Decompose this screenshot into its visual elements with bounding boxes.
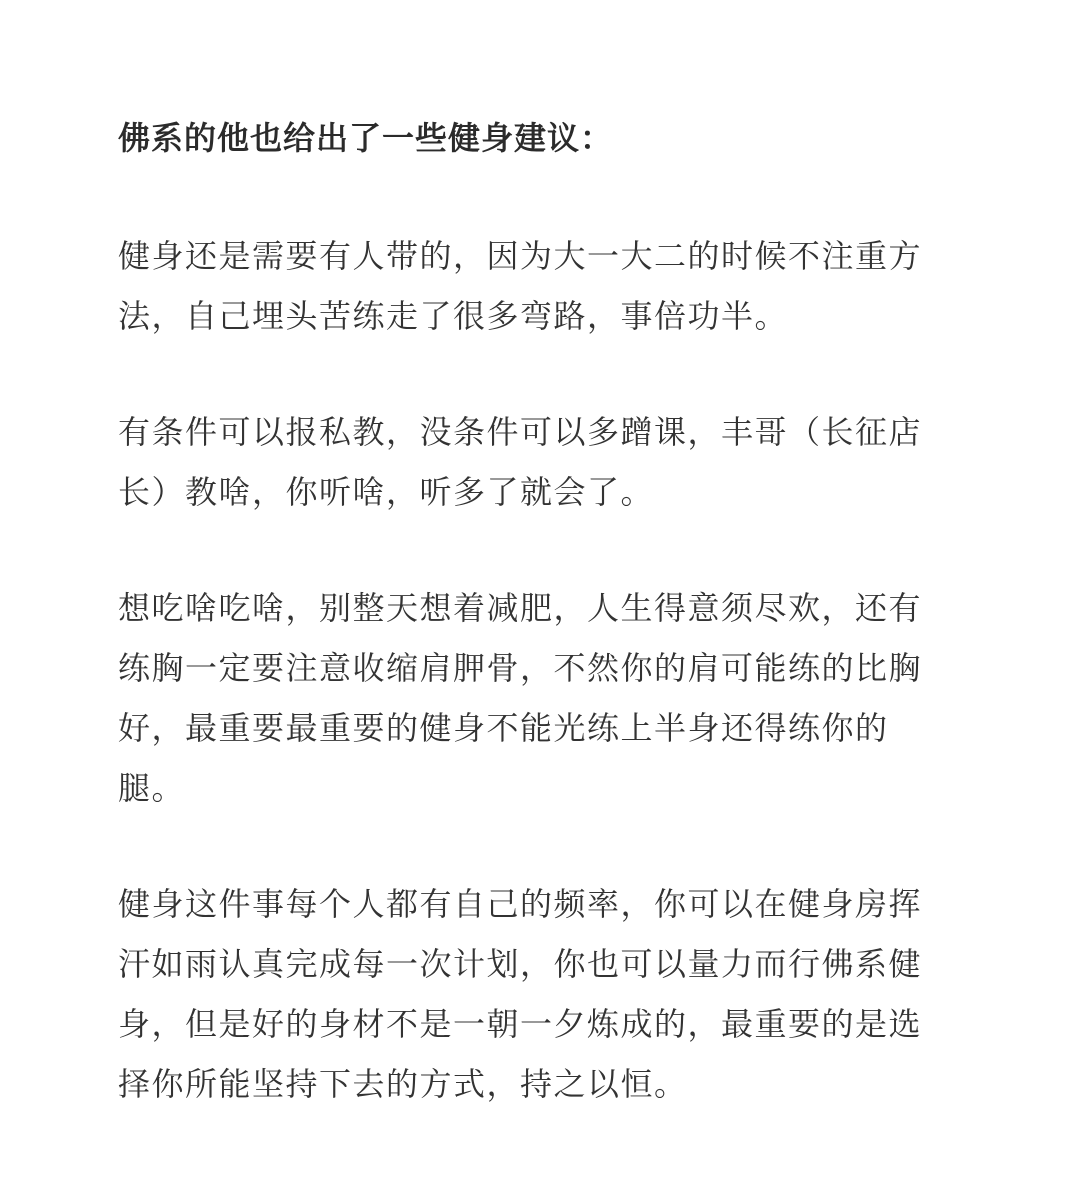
paragraph-3: 想吃啥吃啥，别整天想着减肥，人生得意须尽欢，还有练胸一定要注意收缩肩胛骨，不然你的肩可能练的比胸好，最重要最重要的健身不能光练上半身还得练你的腿。 bbox=[118, 589, 923, 807]
article-body bbox=[118, 108, 938, 1114]
paragraph-4: 健身这件事每个人都有自己的频率，你可以在健身房挥汗如雨认真完成每一次计划，你也可以量力而行佛系健身，但是好的身材不是一朝一夕炼成的，最重要的是选择你所能坚持下去的方式，持之以恒。 bbox=[118, 885, 923, 1103]
article-heading: 佛系的他也给出了一些健身建议： bbox=[118, 119, 614, 157]
paragraph-2: 有条件可以报私教，没条件可以多蹭课，丰哥（长征店长）教啥，你听啥，听多了就会了。 bbox=[118, 413, 923, 511]
paragraph-1: 健身还是需要有人带的，因为大一大二的时候不注重方法，自己埋头苦练走了很多弯路，事倍功半。 bbox=[118, 237, 923, 335]
